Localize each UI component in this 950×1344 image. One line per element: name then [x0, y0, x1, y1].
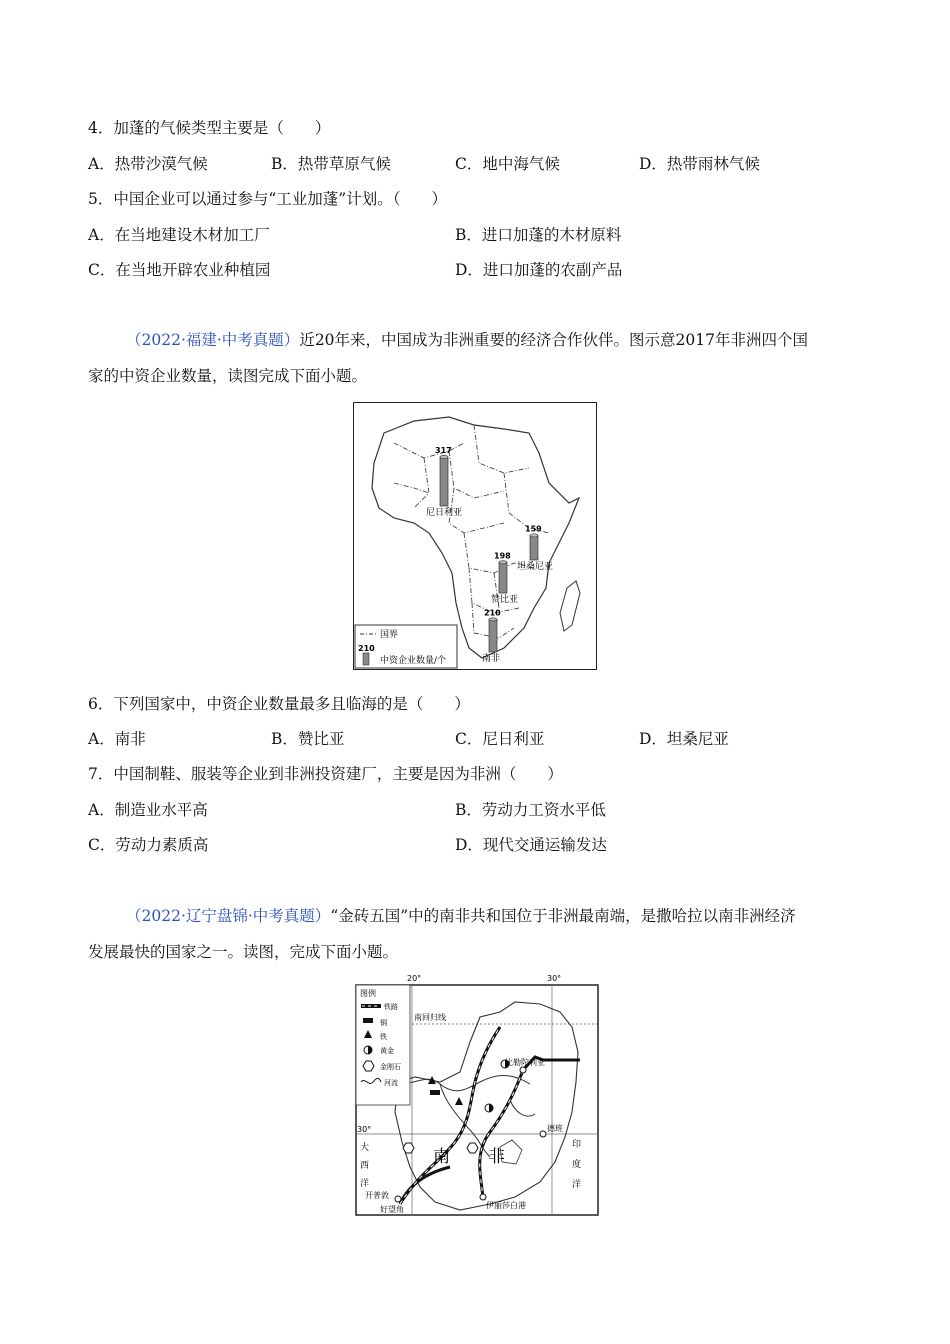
q6-stem: 6．下列国家中，中资企业数量最多且临海的是（ ）	[88, 695, 470, 713]
q6-option-d[interactable]: D．坦桑尼亚	[639, 730, 729, 748]
q4-option-b[interactable]: B．热带草原气候	[271, 155, 391, 173]
company-bar	[530, 535, 538, 560]
country-name-label: 坦桑尼亚	[517, 562, 554, 572]
company-bar	[499, 562, 507, 593]
intro-text-line1: 近20年来，中国成为非洲重要的经济合作伙伴。图示意2017年非洲四个国	[299, 331, 808, 349]
q7-option-a[interactable]: A．制造业水平高	[88, 801, 208, 819]
company-value-label: 210	[484, 608, 501, 618]
q6-option-c[interactable]: C．尼日利亚	[455, 730, 545, 748]
legend-railway: 铁路	[384, 1003, 398, 1011]
country-name-label: 赞比亚	[491, 595, 519, 605]
diamond-symbol	[403, 1143, 414, 1153]
q6-option-a[interactable]: A．南非	[88, 730, 146, 748]
intro-text-line2: 发展最快的国家之一。读图，完成下面小题。	[88, 943, 399, 961]
company-bar	[489, 619, 497, 652]
south-africa-map-figure	[340, 972, 610, 1222]
city-label-cape-town: 开普敦	[365, 1191, 389, 1200]
q6-option-b[interactable]: B．赞比亚	[271, 730, 345, 748]
ocean-west-1: 大	[360, 1143, 370, 1153]
ocean-west-2: 西	[360, 1161, 370, 1171]
ocean-west-3: 洋	[360, 1179, 370, 1189]
africa-map	[354, 403, 596, 669]
intro-fujian	[88, 330, 858, 386]
ocean-east-1: 印	[572, 1140, 582, 1150]
lat-label: 30°	[357, 1125, 372, 1134]
intro-text-line2: 家的中资企业数量，读图完成下面小题。	[88, 367, 368, 385]
source-label: （2022·辽宁盘锦·中考真题）	[126, 907, 331, 925]
city-label-pretoria: 比勒陀利亚	[505, 1058, 545, 1067]
legend-copper: 铜	[380, 1019, 387, 1027]
q4-option-a[interactable]: A．热带沙漠气候	[88, 155, 208, 173]
legend-bar-symbol	[363, 653, 369, 665]
africa-map-figure	[353, 402, 597, 670]
ocean-east-3: 洋	[572, 1180, 582, 1190]
country-name-label: 尼日利亚	[426, 508, 463, 518]
q4-option-c[interactable]: C．地中海气候	[455, 155, 560, 173]
intro-liaoning	[88, 906, 858, 962]
country-label-2: 非	[488, 1147, 505, 1167]
map2-legend-box	[356, 985, 410, 1105]
q5-option-c[interactable]: C．在当地开辟农业种植园	[88, 261, 271, 279]
city-label-cape-of-good-hope: 好望角	[380, 1205, 404, 1214]
q5-stem: 5．中国企业可以通过参与“工业加蓬”计划。（ ）	[88, 190, 447, 208]
diamond-symbol	[467, 1143, 478, 1153]
legend-iron: 铁	[380, 1033, 387, 1041]
q7-option-b[interactable]: B．劳动力工资水平低	[455, 801, 606, 819]
ocean-east-2: 度	[572, 1160, 582, 1170]
legend-border-label: 国界	[380, 630, 399, 640]
intro-text-line1: “金砖五国”中的南非共和国位于非洲最南端，是撒哈拉以南非洲经济	[330, 907, 796, 925]
company-value-label: 159	[525, 524, 542, 534]
lon-label-right: 30°	[547, 974, 562, 983]
legend-river: 河流	[384, 1079, 398, 1087]
company-value-label: 317	[435, 445, 452, 455]
company-bar-cap	[440, 455, 448, 458]
q7-option-c[interactable]: C．劳动力素质高	[88, 836, 209, 854]
country-label-1: 南	[433, 1147, 450, 1167]
company-bar-cap	[499, 561, 507, 564]
q5-option-a[interactable]: A．在当地建设木材加工厂	[88, 226, 270, 244]
legend-sample-value: 210	[358, 644, 375, 653]
country-name-label: 南非	[482, 654, 501, 664]
q7-stem: 7．中国制鞋、服装等企业到非洲投资建厂，主要是因为非洲（ ）	[88, 765, 563, 783]
q5-option-d[interactable]: D．进口加蓬的农副产品	[455, 261, 623, 279]
q5-option-b[interactable]: B．进口加蓬的木材原料	[455, 226, 622, 244]
legend-title: 图例	[360, 989, 376, 998]
africa-outline	[372, 417, 579, 658]
city-label-port-elizabeth: 伊丽莎白港	[486, 1201, 526, 1210]
source-label: （2022·福建·中考真题）	[126, 331, 300, 349]
madagascar-shape	[560, 581, 580, 631]
city-label-durban: 德班	[547, 1124, 563, 1133]
company-value-label: 198	[494, 551, 511, 561]
q4-option-d[interactable]: D．热带雨林气候	[639, 155, 760, 173]
company-bar	[440, 457, 448, 506]
legend-diamond: 金刚石	[380, 1063, 401, 1071]
tropic-label: 南回归线	[414, 1013, 446, 1022]
legend-bar-label: 中资企业数量/个	[380, 656, 447, 666]
legend-gold: 黄金	[380, 1047, 394, 1055]
copper-symbol	[430, 1090, 440, 1095]
q7-option-d[interactable]: D．现代交通运输发达	[455, 836, 607, 854]
company-bar-cap	[530, 534, 538, 537]
south-africa-map	[340, 972, 610, 1222]
company-bar-cap	[489, 618, 497, 621]
q4-stem: 4．加蓬的气候类型主要是（ ）	[88, 119, 331, 137]
lon-label-left: 20°	[407, 974, 422, 983]
